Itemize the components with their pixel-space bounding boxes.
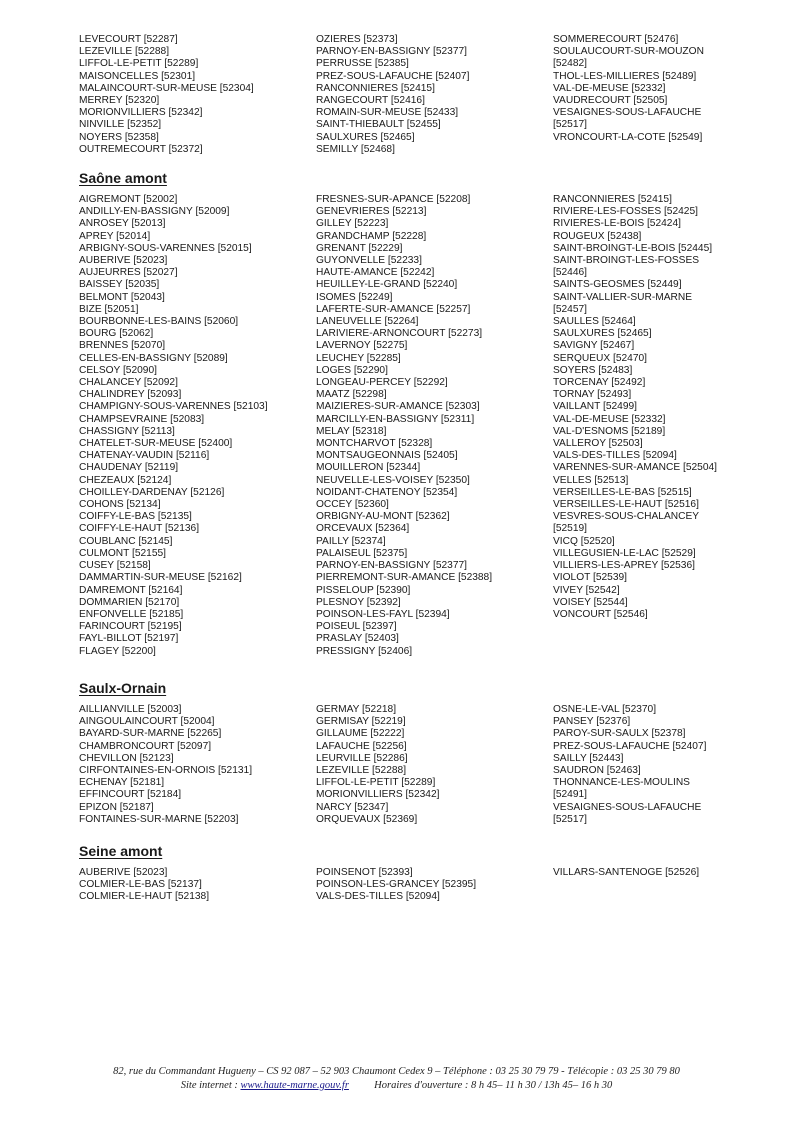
commune-entry: HEUILLEY-LE-GRAND [52240] <box>316 279 458 291</box>
commune-entry: MARCILLY-EN-BASSIGNY [52311] <box>316 413 475 425</box>
commune-entry: OSNE-LE-VAL [52370] <box>553 704 657 715</box>
commune-entry: FARINCOURT [52195] <box>79 621 182 633</box>
commune-entry: TORCENAY [52492] <box>553 377 646 389</box>
commune-entry: THONNANCE-LES-MOULINS [52491] <box>553 777 690 801</box>
commune-entry: ISOMES [52249] <box>316 291 393 303</box>
commune-entry: LEZEVILLE [52288] <box>316 765 407 777</box>
commune-entry: VILLEGUSIEN-LE-LAC [52529] <box>553 547 696 559</box>
commune-entry: VALS-DES-TILLES [52094] <box>553 450 677 462</box>
commune-entry: PIERREMONT-SUR-AMANCE [52388] <box>316 572 493 584</box>
commune-entry: CHATELET-SUR-MEUSE [52400] <box>79 438 233 450</box>
commune-entry: LEZEVILLE [52288] <box>79 46 170 58</box>
commune-entry: GRENANT [52229] <box>316 242 403 254</box>
commune-entry: VILLIERS-LES-APREY [52536] <box>553 560 695 572</box>
commune-entry: EPIZON [52187] <box>79 801 154 813</box>
commune-column-3 <box>553 34 723 144</box>
commune-entry: MORIONVILLIERS [52342] <box>79 107 203 119</box>
commune-entry: PLESNOY [52392] <box>316 596 401 608</box>
commune-entry: AUBERIVE [52023] <box>79 255 168 267</box>
commune-entry: VAILLANT [52499] <box>553 401 638 413</box>
commune-entry: COIFFY-LE-BAS [52135] <box>79 511 192 523</box>
commune-entry: BOURBONNE-LES-BAINS [52060] <box>79 316 239 328</box>
commune-entry: HAUTE-AMANCE [52242] <box>316 267 435 279</box>
commune-entry: MALAINCOURT-SUR-MEUSE [52304] <box>79 82 254 94</box>
commune-entry: APREY [52014] <box>79 230 151 242</box>
commune-entry: PAROY-SUR-SAULX [52378] <box>553 728 686 740</box>
commune-entry: PRESSIGNY [52406] <box>316 645 413 657</box>
commune-entry: SAINT-VALLIER-SUR-MARNE [52457] <box>553 291 693 315</box>
commune-entry: BOURG [52062] <box>79 328 154 340</box>
commune-entry: MAIZIERES-SUR-AMANCE [52303] <box>316 401 480 413</box>
commune-entry: LEVECOURT [52287] <box>79 34 178 45</box>
commune-entry: CHAMPIGNY-SOUS-VARENNES [52103] <box>79 401 268 413</box>
commune-entry: ORBIGNY-AU-MONT [52362] <box>316 511 450 523</box>
commune-column-3 <box>553 867 723 879</box>
commune-entry: AINGOULAINCOURT [52004] <box>79 716 215 728</box>
footer-info-line <box>0 1079 793 1093</box>
commune-entry: RANCONNIERES [52415] <box>553 194 672 205</box>
commune-entry: NEUVELLE-LES-VOISEY [52350] <box>316 474 470 486</box>
commune-entry: ARBIGNY-SOUS-VARENNES [52015] <box>79 242 252 254</box>
commune-entry: NOYERS [52358] <box>79 131 159 143</box>
commune-entry: SEMILLY [52468] <box>316 143 395 155</box>
commune-entry: ORQUEVAUX [52369] <box>316 813 418 825</box>
commune-entry: PISSELOUP [52390] <box>316 584 411 596</box>
commune-entry: LOGES [52290] <box>316 364 388 376</box>
commune-entry: CHATENAY-VAUDIN [52116] <box>79 450 210 462</box>
commune-entry: GILLEY [52223] <box>316 218 389 230</box>
commune-entry: CHEVILLON [52123] <box>79 752 174 764</box>
commune-entry: OCCEY [52360] <box>316 499 389 511</box>
commune-entry: MORIONVILLIERS [52342] <box>316 789 440 801</box>
commune-entry: AUBERIVE [52023] <box>79 867 168 878</box>
commune-entry: AILLIANVILLE [52003] <box>79 704 182 715</box>
commune-entry: SOMMERECOURT [52476] <box>553 34 679 45</box>
commune-column-2 <box>316 867 541 904</box>
commune-entry: MONTSAUGEONNAIS [52405] <box>316 450 458 462</box>
commune-entry: ROUGEUX [52438] <box>553 230 642 242</box>
commune-entry: PARNOY-EN-BASSIGNY [52377] <box>316 560 467 572</box>
commune-entry: SAULXURES [52465] <box>553 328 652 340</box>
commune-entry: POISEUL [52397] <box>316 621 397 633</box>
commune-column-2 <box>316 194 541 658</box>
commune-entry: VARENNES-SUR-AMANCE [52504] <box>553 462 717 474</box>
commune-entry: CHALINDREY [52093] <box>79 389 182 401</box>
commune-entry: VONCOURT [52546] <box>553 608 648 620</box>
commune-entry: ORCEVAUX [52364] <box>316 523 410 535</box>
commune-entry: GENEVRIERES [52213] <box>316 206 427 218</box>
commune-entry: MERREY [52320] <box>79 95 160 107</box>
commune-entry: LEURVILLE [52286] <box>316 752 408 764</box>
commune-entry: VRONCOURT-LA-COTE [52549] <box>553 131 703 143</box>
commune-entry: NINVILLE [52352] <box>79 119 162 131</box>
commune-column-2 <box>316 34 541 156</box>
commune-entry: GERMISAY [52219] <box>316 716 406 728</box>
commune-entry: VIVEY [52542] <box>553 584 620 596</box>
commune-entry: RIVIERE-LES-FOSSES [52425] <box>553 206 698 218</box>
commune-entry: MONTCHARVOT [52328] <box>316 438 433 450</box>
commune-entry: VESVRES-SOUS-CHALANCEY [52519] <box>553 511 699 535</box>
commune-entry: COHONS [52134] <box>79 499 161 511</box>
commune-entry: TORNAY [52493] <box>553 389 632 401</box>
commune-entry: LAFERTE-SUR-AMANCE [52257] <box>316 303 471 315</box>
commune-entry: VAL-DE-MEUSE [52332] <box>553 413 666 425</box>
commune-entry: POINSENOT [52393] <box>316 867 413 878</box>
commune-entry: MAISONCELLES [52301] <box>79 70 196 82</box>
commune-column-1 <box>79 34 304 156</box>
commune-entry: ECHENAY [52181] <box>79 777 165 789</box>
commune-entry: VAL-DE-MEUSE [52332] <box>553 82 666 94</box>
commune-entry: ANROSEY [52013] <box>79 218 166 230</box>
commune-entry: PANSEY [52376] <box>553 716 631 728</box>
commune-entry: PARNOY-EN-BASSIGNY [52377] <box>316 46 467 58</box>
commune-entry: VILLARS-SANTENOGE [52526] <box>553 867 700 878</box>
commune-entry: VERSEILLES-LE-HAUT [52516] <box>553 499 699 511</box>
commune-entry: NARCY [52347] <box>316 801 389 813</box>
commune-entry: SERQUEUX [52470] <box>553 352 647 364</box>
commune-entry: VELLES [52513] <box>553 474 629 486</box>
section-heading-saulx-ornain: Saulx-Ornain <box>79 680 167 696</box>
commune-entry: LIFFOL-LE-PETIT [52289] <box>316 777 436 789</box>
commune-entry: CHAUDENAY [52119] <box>79 462 179 474</box>
commune-column-1 <box>79 867 304 904</box>
commune-entry: CHAMBRONCOURT [52097] <box>79 740 212 752</box>
commune-entry: CHALANCEY [52092] <box>79 377 178 389</box>
commune-entry: CELSOY [52090] <box>79 364 157 376</box>
commune-entry: COUBLANC [52145] <box>79 535 173 547</box>
commune-entry: POINSON-LES-GRANCEY [52395] <box>316 879 477 891</box>
commune-entry: PRASLAY [52403] <box>316 633 399 645</box>
commune-entry: SAINT-BROINGT-LES-FOSSES [52446] <box>553 255 700 279</box>
commune-entry: ROMAIN-SUR-MEUSE [52433] <box>316 107 459 119</box>
commune-entry: SAINT-BROINGT-LE-BOIS [52445] <box>553 242 713 254</box>
commune-entry: PREZ-SOUS-LAFAUCHE [52407] <box>316 70 470 82</box>
commune-entry: CIRFONTAINES-EN-ORNOIS [52131] <box>79 765 253 777</box>
section-heading-saone-amont: Saône amont <box>79 170 167 186</box>
commune-entry: COLMIER-LE-BAS [52137] <box>79 879 202 891</box>
commune-entry: VAUDRECOURT [52505] <box>553 95 668 107</box>
commune-entry: COLMIER-LE-HAUT [52138] <box>79 891 210 903</box>
commune-entry: RANGECOURT [52416] <box>316 95 425 107</box>
commune-entry: FAYL-BILLOT [52197] <box>79 633 179 645</box>
commune-entry: BAYARD-SUR-MARNE [52265] <box>79 728 222 740</box>
commune-entry: ENFONVELLE [52185] <box>79 608 184 620</box>
commune-entry: LONGEAU-PERCEY [52292] <box>316 377 448 389</box>
commune-entry: POINSON-LES-FAYL [52394] <box>316 608 450 620</box>
commune-entry: THOL-LES-MILLIERES [52489] <box>553 70 697 82</box>
commune-column-3 <box>553 194 723 621</box>
commune-entry: SAILLY [52443] <box>553 752 624 764</box>
commune-entry: RANCONNIERES [52415] <box>316 82 435 94</box>
footer-site-label: Site internet : <box>180 1080 238 1091</box>
commune-entry: VESAIGNES-SOUS-LAFAUCHE [52517] <box>553 107 702 131</box>
commune-entry: VIOLOT [52539] <box>553 572 627 584</box>
commune-entry: BRENNES [52070] <box>79 340 166 352</box>
commune-entry: VOISEY [52544] <box>553 596 628 608</box>
commune-entry: VAL-D'ESNOMS [52189] <box>553 425 666 437</box>
commune-entry: SOYERS [52483] <box>553 364 633 376</box>
commune-entry: SOULAUCOURT-SUR-MOUZON [52482] <box>553 46 704 70</box>
commune-entry: GUYONVELLE [52233] <box>316 255 422 267</box>
commune-entry: BIZE [52051] <box>79 303 139 315</box>
commune-column-3 <box>553 704 723 826</box>
commune-column-1 <box>79 704 304 826</box>
footer-site-link[interactable]: www.haute-marne.gouv.fr <box>240 1080 349 1091</box>
commune-entry: FLAGEY [52200] <box>79 645 156 657</box>
commune-entry: CELLES-EN-BASSIGNY [52089] <box>79 352 228 364</box>
commune-entry: SAVIGNY [52467] <box>553 340 635 352</box>
commune-entry: PALAISEUL [52375] <box>316 547 408 559</box>
commune-entry: COIFFY-LE-HAUT [52136] <box>79 523 200 535</box>
commune-entry: ANDILLY-EN-BASSIGNY [52009] <box>79 206 230 218</box>
commune-entry: GERMAY [52218] <box>316 704 397 715</box>
commune-entry: DAMREMONT [52164] <box>79 584 183 596</box>
commune-entry: CHASSIGNY [52113] <box>79 425 175 437</box>
commune-entry: SAULXURES [52465] <box>316 131 415 143</box>
commune-entry: AIGREMONT [52002] <box>79 194 178 205</box>
commune-entry: CULMONT [52155] <box>79 547 167 559</box>
commune-entry: RIVIERES-LE-BOIS [52424] <box>553 218 681 230</box>
commune-entry: PERRUSSE [52385] <box>316 58 409 70</box>
commune-entry: LANEUVELLE [52264] <box>316 316 419 328</box>
commune-entry: CUSEY [52158] <box>79 560 151 572</box>
commune-entry: GRANDCHAMP [52228] <box>316 230 427 242</box>
commune-entry: VALLEROY [52503] <box>553 438 643 450</box>
commune-entry: MOUILLERON [52344] <box>316 462 421 474</box>
commune-entry: OZIERES [52373] <box>316 34 398 45</box>
commune-entry: LEUCHEY [52285] <box>316 352 401 364</box>
commune-column-2 <box>316 704 541 826</box>
commune-entry: LARIVIERE-ARNONCOURT [52273] <box>316 328 483 340</box>
commune-entry: AUJEURRES [52027] <box>79 267 178 279</box>
commune-entry: CHAMPSEVRAINE [52083] <box>79 413 205 425</box>
commune-entry: OUTREMECOURT [52372] <box>79 143 203 155</box>
page-footer <box>0 1065 793 1093</box>
commune-entry: VERSEILLES-LE-BAS [52515] <box>553 486 692 498</box>
commune-entry: DOMMARIEN [52170] <box>79 596 180 608</box>
commune-entry: DAMMARTIN-SUR-MEUSE [52162] <box>79 572 242 584</box>
commune-entry: FONTAINES-SUR-MARNE [52203] <box>79 813 239 825</box>
commune-entry: SAINTS-GEOSMES [52449] <box>553 279 682 291</box>
commune-entry: EFFINCOURT [52184] <box>79 789 182 801</box>
section-heading-seine-amont: Seine amont <box>79 843 163 859</box>
commune-entry: NOIDANT-CHATENOY [52354] <box>316 486 458 498</box>
commune-entry: SAULLES [52464] <box>553 316 636 328</box>
commune-entry: VICQ [52520] <box>553 535 615 547</box>
commune-entry: LIFFOL-LE-PETIT [52289] <box>79 58 199 70</box>
commune-entry: BAISSEY [52035] <box>79 279 160 291</box>
footer-opening-hours: Horaires d'ouverture : 8 h 45– 11 h 30 / 13h 45– 16 h 30 <box>374 1080 613 1091</box>
commune-entry: PREZ-SOUS-LAFAUCHE [52407] <box>553 740 707 752</box>
commune-entry: SAUDRON [52463] <box>553 765 641 777</box>
commune-entry: SAINT-THIEBAULT [52455] <box>316 119 441 131</box>
commune-entry: VESAIGNES-SOUS-LAFAUCHE [52517] <box>553 801 702 825</box>
commune-entry: CHEZEAUX [52124] <box>79 474 172 486</box>
commune-entry: PAILLY [52374] <box>316 535 386 547</box>
commune-column-1 <box>79 194 304 658</box>
commune-entry: LAVERNOY [52275] <box>316 340 408 352</box>
commune-entry: LAFAUCHE [52256] <box>316 740 407 752</box>
commune-entry: VALS-DES-TILLES [52094] <box>316 891 440 903</box>
footer-address: 82, rue du Commandant Hugueny – CS 92 087 – 52 903 Chaumont Cedex 9 – Téléphone : 03 25 30 79 79 - Télécopie : 03 25 30 79 80 <box>113 1066 680 1077</box>
commune-entry: GILLAUME [52222] <box>316 728 405 740</box>
commune-entry: MAATZ [52298] <box>316 389 387 401</box>
commune-entry: BELMONT [52043] <box>79 291 165 303</box>
commune-entry: MELAY [52318] <box>316 425 387 437</box>
commune-entry: FRESNES-SUR-APANCE [52208] <box>316 194 471 205</box>
commune-entry: CHOILLEY-DARDENAY [52126] <box>79 486 225 498</box>
